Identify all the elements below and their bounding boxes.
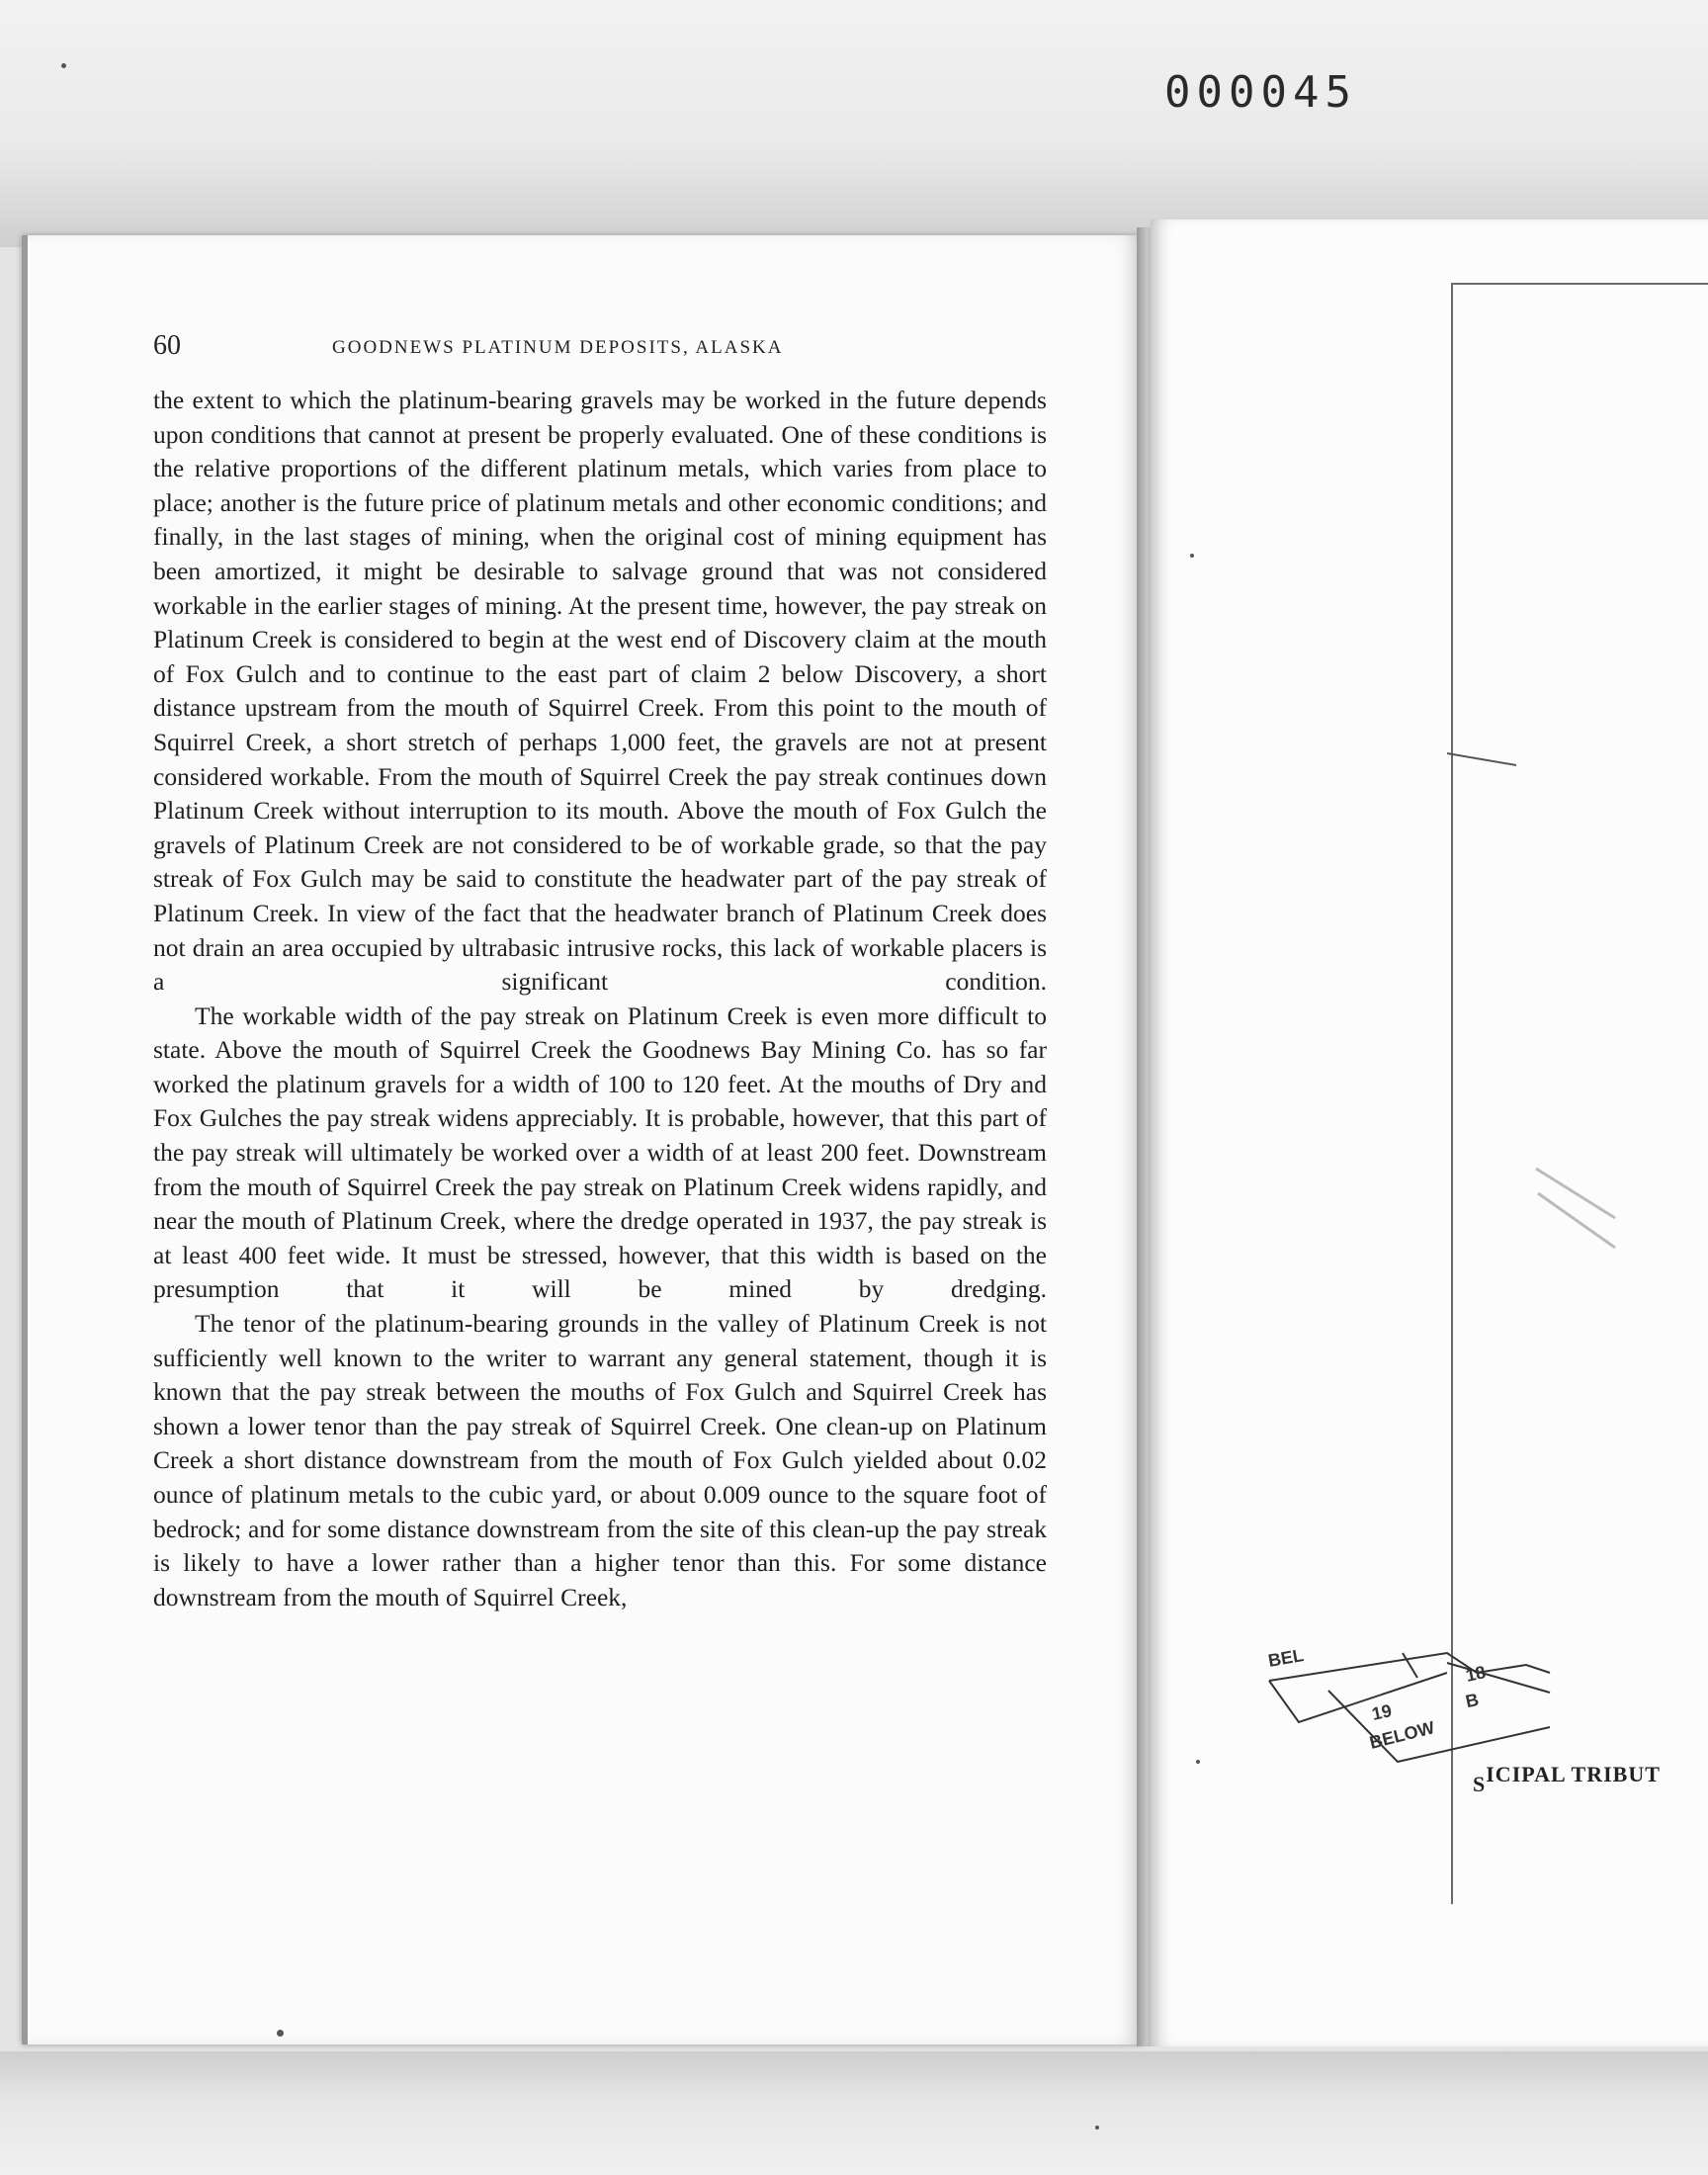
bates-number: 000045 [1164, 67, 1357, 118]
body-text [153, 384, 1047, 1614]
map-label-claim-number: 19 [1370, 1700, 1394, 1724]
map-caption-s: S [1473, 1772, 1487, 1796]
map-caption-fragment [1473, 1762, 1661, 1796]
running-head: GOODNEWS PLATINUM DEPOSITS, ALASKA [332, 337, 784, 358]
paragraph-1: the extent to which the platinum-bearing gravels may be worked in the future depends upon conditions that cannot at present be properly evaluated. One of these conditions is the relative proportions of the different platinum metals, which varies from place to place; another is the future price of platinum metals and other economic conditions; and finally, in the last stages of mining, when the original cost of mining equipment has been amortized, it might be desirable to salvage ground that was not considered workable in the earlier stages of mining. At the present time, however, the pay streak on Platinum Creek is considered to begin at the west end of Discovery claim at the mouth of Fox Gulch and to continue to the east part of claim 2 below Discovery, a short distance upstream from the mouth of Squirrel Creek. From this point to the mouth of Squirrel Creek, a short stretch of perhaps 1,000 feet, the gravels are not at present considered workable. From the mouth of Squirrel Creek the pay streak continues down Platinum Creek without interruption to its mouth. Above the mouth of Fox Gulch the gravels of Platinum Creek are not considered to be of workable grade, so that the pay streak of Fox Gulch may be said to constitute the headwater part of the pay streak of Platinum Creek. In view of the fact that the headwater branch of Platinum Creek does not drain an area occupied by ultrabasic intrusive rocks, this lack of workable placers is a significant condition. [153, 386, 1047, 997]
paragraph-2: The workable width of the pay streak on Platinum Creek is even more difficult to state. Above the mouth of Squirrel Creek the Goodnews Bay Mining Co. has so far worked the platinum gravels for a width of 100 to 120 feet. At the mouths of Dry and Fox Gulches the pay streak widens appreciably. It is probable, however, that this part of the pay streak will ultimately be worked over a width of at least 200 feet. Downstream from the mouth of Squirrel Creek the pay streak on Platinum Creek widens rapidly, and near the mouth of Platinum Creek, where the dredge operated in 1937, the pay streak is at least 400 feet wide. It must be stressed, however, that this width is based on the presumption that it will be mined by dredging. [153, 1000, 1047, 1304]
paragraph-3: The tenor of the platinum-bearing grounds in the valley of Platinum Creek is not sufficiently well known to the writer to warrant any general statement, though it is known that the pay streak between the mouths of Fox Gulch and Squirrel Creek has shown a lower tenor than the pay streak of Squirrel Creek. One clean-up on Platinum Creek a short distance downstream from the mouth of Fox Gulch yielded about 0.02 ounce of platinum metals to the cubic yard, or about 0.009 ounce to the square foot of bedrock; and for some distance downstream from the site of this clean-up the pay streak is likely to have a lower rather than a higher tenor than this. For some distance downstream from the mouth of Squirrel Creek, [153, 1309, 1047, 1611]
scan-top-margin [0, 0, 1708, 247]
map-label-partial-18: 18 [1464, 1662, 1488, 1686]
map-label-below: BELOW [1367, 1717, 1437, 1753]
scan-bottom-margin [0, 2051, 1708, 2175]
map-caption-text: ICIPAL TRIBUT [1486, 1762, 1661, 1786]
map-label-partial-bel: BEL [1266, 1645, 1306, 1671]
page-number: 60 [153, 330, 181, 361]
map-label-partial-b: B [1463, 1689, 1481, 1712]
